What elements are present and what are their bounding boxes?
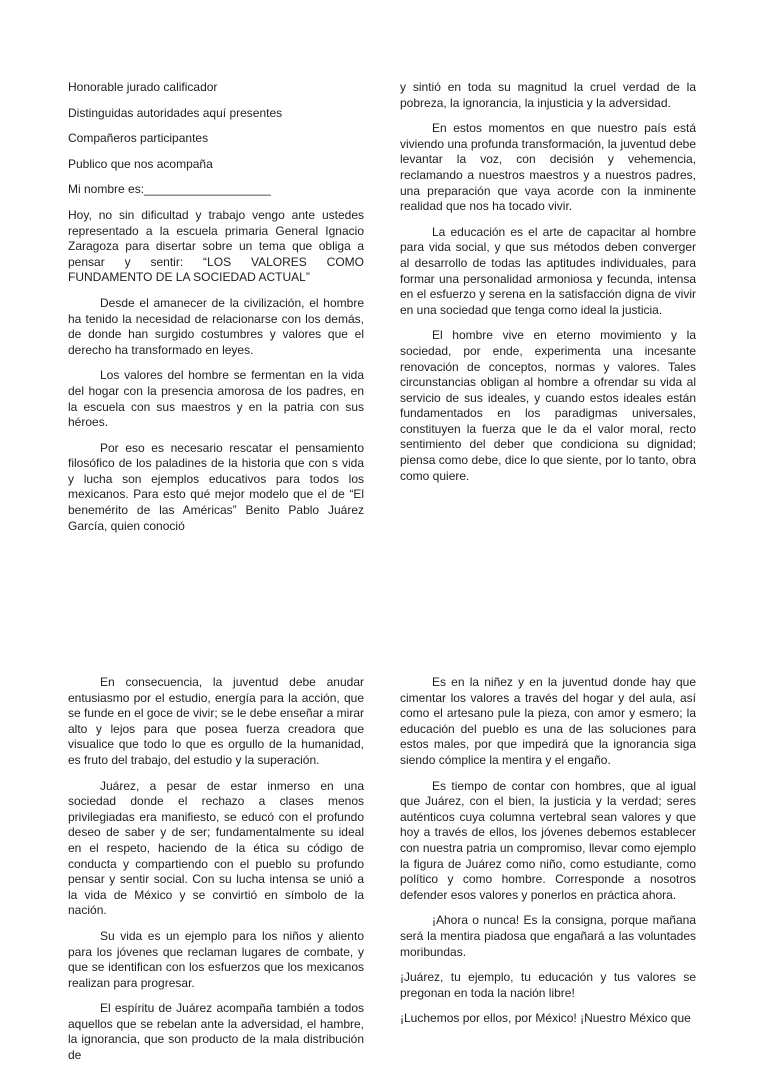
page2-right-column [400,675,696,1037]
speaker-name-line: Mi nombre es:___________________ [68,182,271,197]
page1-right-column [400,80,696,494]
paragraph: El hombre vive en eterno movimiento y la sociedad, por ende, experimenta una incesante renovación de conceptos, normas y valores. Tales circunstancias obligan al hombre a ofrendar su vida al servicio de sus ideales, y cuando estos ideales están fundamentados en los paradigmas universales, constituyen la fuerza que le da el valor moral, recto sentimiento del deber que condiciona su dignidad; piensa como debe, dice lo que siente, por lo tanto, obra como quiere. [400,328,696,483]
paragraph: Por eso es necesario rescatar el pensamiento filosófico de los paladines de la historia que con s vida y lucha son ejemplos educativos para todos los mexicanos. Para esto qué mejor modelo que el de “El benemérito de las Américas” Benito Pablo Juárez García, quien conoció [68,440,364,533]
paragraph: Su vida es un ejemplo para los niños y aliento para los jóvenes que reclaman lugares de combate, y que se identifican con los esfuerzos que los mexicanos realizan para progresar. [68,928,364,990]
salutation-participants: Compañeros participantes [68,131,209,146]
paragraph: En estos momentos en que nuestro país está viviendo una profunda transformación, la juventud debe levantar la voz, con decisión y vehemencia, reclamando a nuestros maestros y a nuestros padres, una preparación que vaya acorde con la inminente realidad que nos ha tocado vivir. [400,121,696,214]
intro-paragraph: Hoy, no sin dificultad y trabajo vengo ante ustedes representado a la escuela primaria General Ignacio Zaragoza para disertar sobre un tema que obliga a pensar y sentir: “LOS VALORES COMO FUNDAMENTO DE LA SOCIEDAD ACTUAL” [68,207,364,285]
paragraph: La educación es el arte de capacitar al hombre para vida social, y que sus métodos deben converger al desarrollo de todas las aptitudes individuales, para formar una personalidad armoniosa y fecunda, intensa en el esfuerzo y serena en la satisfacción digna de vivir en una sociedad que tenga como ideal la justicia. [400,224,696,317]
paragraph: ¡Juárez, tu ejemplo, tu educación y tus valores se pregonan en toda la nación libre! [400,970,696,1000]
salutation-public: Publico que nos acompaña [68,156,213,171]
page1-left-column [68,80,364,544]
paragraph: Es tiempo de contar con hombres, que al igual que Juárez, con el bien, la justicia y la verdad; seres auténticos cuya columna vertebral sean valores y que hoy a través de ellos, los jóvenes debemos establecer con nuestra patria un compromiso, llevar como ejemplo la figura de Juárez como niño, como estudiante, como político y como hombre. Corresponde a nosotros defender esos valores y ponerlos en práctica ahora. [400,778,696,902]
paragraph: Es en la niñez y en la juventud donde hay que cimentar los valores a través del hogar y del aula, así como el artesano pule la pieza, con amor y esmero; la educación del pueblo es una de las soluciones para estos males, por que impedirá que la ignorancia siga siendo cómplice la mentira y el engaño. [400,675,696,767]
paragraph-continued: y sintió en toda su magnitud la cruel verdad de la pobreza, la ignorancia, la injusticia y la adversidad. [400,80,696,110]
salutation-authorities: Distinguidas autoridades aquí presentes [68,105,283,120]
paragraph: ¡Ahora o nunca! Es la consigna, porque mañana será la mentira piadosa que engañará a las voluntades moribundas. [400,913,696,959]
paragraph: En consecuencia, la juventud debe anudar entusiasmo por el estudio, energía para la acción, que se funde en el goce de vivir; se le debe enseñar a mirar alto y lejos para que posea fuerza creadora que visualice que todo lo que es orgullo de la humanidad, es fruto del trabajo, del estudio y la superación. [68,675,364,767]
page2-left-column [68,675,364,1074]
paragraph: Juárez, a pesar de estar inmerso en una sociedad donde el rechazo a clases menos privilegiadas era manifiesto, se educó con el profundo deseo de saber y de ser; fundamentalmente su ideal en el respeto, haciendo de la ética su código de conducta y compartiendo con el pueblo su profundo pensar y sentir social. Con su lucha intensa se unió a la vida de México y se convirtió en símbolo de la nación. [68,778,364,918]
paragraph: ¡Luchemos por ellos, por México! ¡Nuestro México que [400,1011,691,1026]
paragraph: Los valores del hombre se fermentan en la vida del hogar con la presencia amorosa de los padres, en la escuela con sus maestros y en la patria con sus héroes. [68,368,364,430]
salutation-jury: Honorable jurado calificador [68,80,218,94]
paragraph: Desde el amanecer de la civilización, el hombre ha tenido la necesidad de relacionarse con los demás, de donde han surgido costumbres y valores que el derecho ha transformado en leyes. [68,295,364,357]
paragraph: El espíritu de Juárez acompaña también a todos aquellos que se rebelan ante la adversidad, el hambre, la ignorancia, que son producto de la mala distribución de [68,1001,364,1063]
